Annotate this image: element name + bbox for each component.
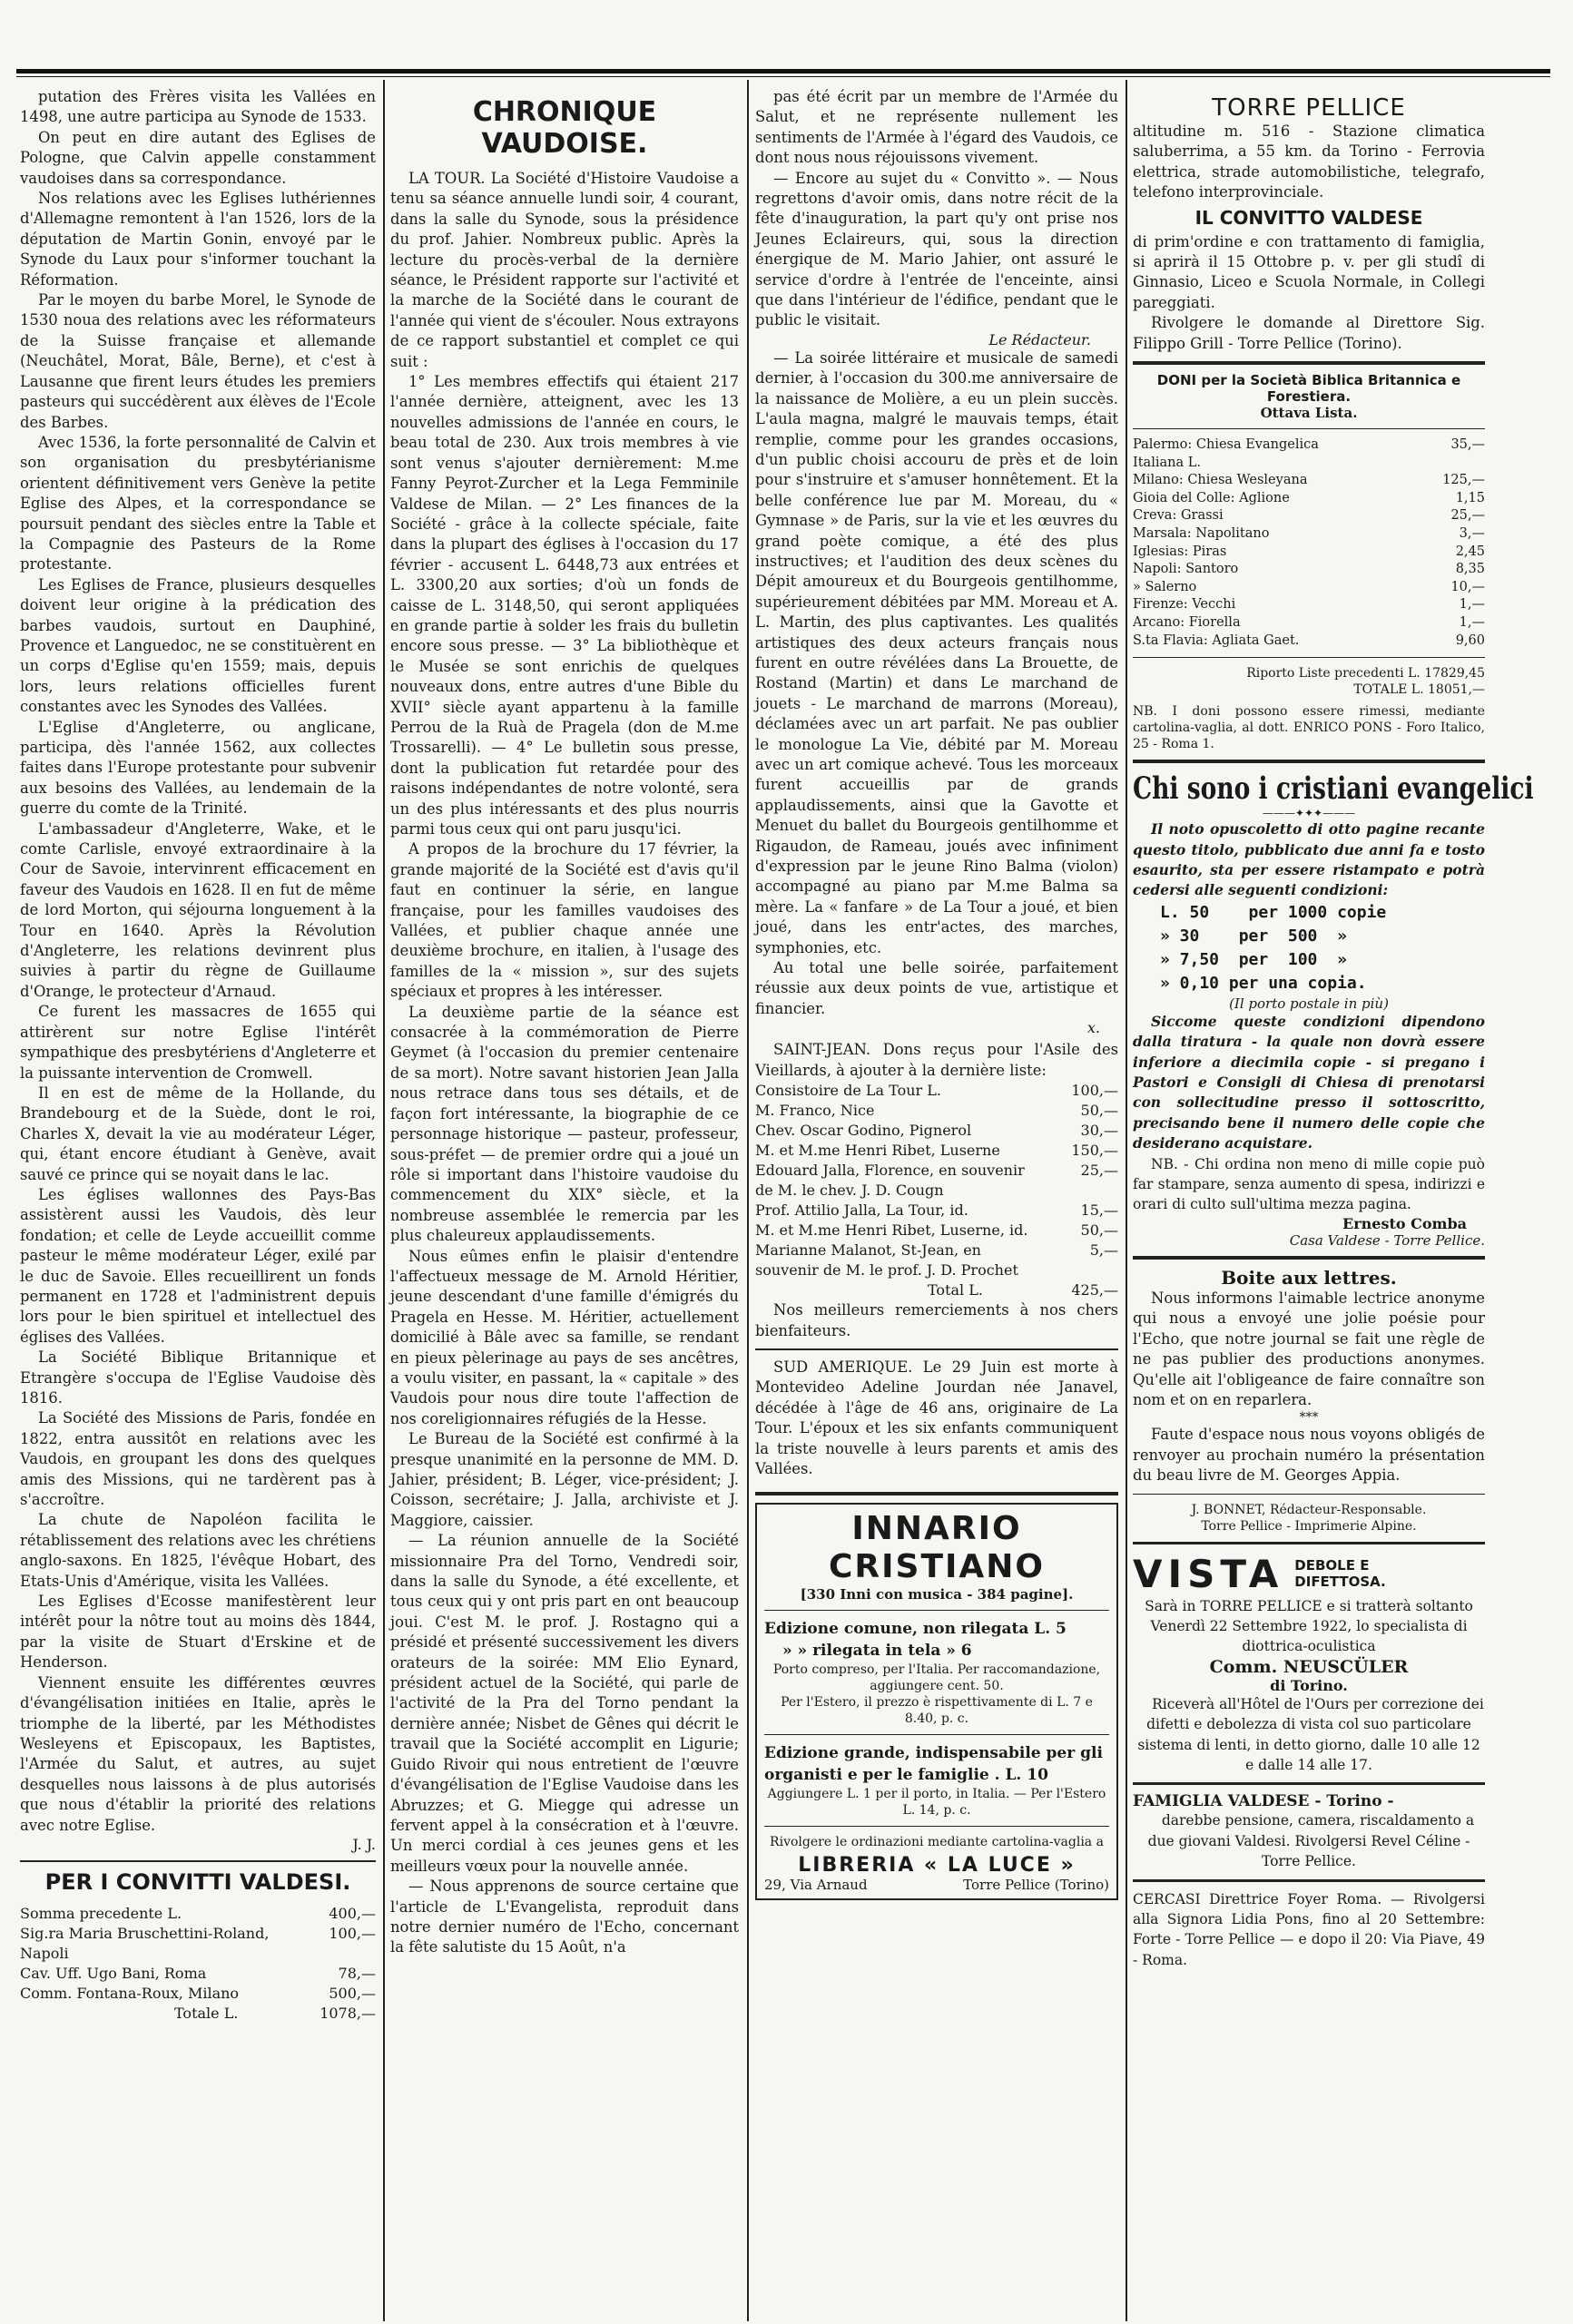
innario-edition-bound: » » rilegata in tela » 6 <box>782 1642 972 1661</box>
convitto-text: di prim'ordine e con trattamento di famiglia, si aprirà il 15 Ottobre p. v. per gli studî di Ginnasio, Liceo e Scuola Normale, in Collegi pareggiati. <box>1133 232 1485 311</box>
list-item: Marsala: Napolitano 3,— <box>1133 526 1485 542</box>
doni-subtitle: Ottava Lista. <box>1260 405 1358 422</box>
chi-nb: NB. - Chi ordina non meno di mille copie può far stampare, senza aumento di spesa, indirizzi e orari di culto sull'ultima mezza pagina. <box>1133 1155 1485 1213</box>
vista-title: VISTA <box>1133 1551 1284 1596</box>
paragraph: L'Eglise d'Angleterre, ou anglicane, participa, dès l'année 1562, aux collectes faites dans l'Europe protestante pour subvenir aux besoins des Vallées, au lendemain de la guerre du comte de la Trinité. <box>20 718 376 818</box>
sudamerique-notice: SUD AMERIQUE. Le 29 Juin est morte à Montevideo Adeline Jourdan née Janavel, décédée à l'âge de 46 ans, originaire de La Tour. L'époux et les six enfants communiquent la triste nouvelle à leurs parents et amis des Vallées. <box>755 1358 1118 1477</box>
paragraph: — La soirée littéraire et musicale de samedi dernier, à l'occasion du 300.me anniversaire de la naissance de Molière, a eu un plein succès. L'aula magna, malgré le mauvais temps, était remplie, comme pour les grandes occasions, d'un public choisi accouru de près et de loin pour s'instruire et s'amuser honnêtement. Et la belle conférence lue par M. Moreau, du « Gymnase » de Paris, sur la vie et les œuvres du grand poète comique, a été des plus instructives; et l'audition des deux scènes du Dépit amoureux et du Bourgeois gentilhomme, supérieurement débitées par MM. Moreau et A. L. Martin, des plus captivantes. Les qualités artistiques des deux acteurs français nous furent en outre révélées dans La Brouette, de Rostand (Martin) et dans Le marchand de jouets - Le marchand de marrons (Moreau), déclamées avec un art parfait. Ne pas oublier le monologue La Vie, débité par M. Moreau avec un art comique achevé. Tous les morceaux furent accueillis par de grands applaudissements, ainsi que la Gavotte et Menuet du ballet du Bourgeois gentilhomme et Rigaudon, de Rameau, joués avec infiniment d'expression par le jeune Rino Balma (violon) accompagné au piano par M.me Balma sa mère. La « fanfare » de La Tour a joué, et bien joué, dans les entr'actes, des marches, symphonies, etc. <box>755 348 1118 956</box>
divider <box>1133 1256 1485 1260</box>
list-item: Arcano: Fiorella 1,— <box>1133 615 1485 630</box>
boite-text: Nous informons l'aimable lectrice anonyme qui nous a envoyé une jolie poésie pour l'Echo, que notre journal se fait une règle de ne pas publier des productions anonymes. Qu'elle ait l'obligeance de faire connaître son nom et on en reparlera. <box>1133 1289 1485 1408</box>
x-sign: x. <box>1086 1019 1100 1037</box>
divider <box>1133 1879 1485 1882</box>
innario-porto: Porto compreso, per l'Italia. Per raccomandazione, aggiungere cent. 50. <box>772 1662 1101 1694</box>
paragraph: Le Bureau de la Société est confirmé à la presque unanimité en la personne de MM. D. Jahier, président; B. Léger, vice-président; J. Coisson, secrétaire; J. Jalla, archiviste et J. Maggiore, caissier. <box>390 1430 739 1529</box>
list-item: Napoli: Santoro 8,35 <box>1133 562 1485 577</box>
column-divider <box>1126 80 1127 2321</box>
price-line: » 0,10 per una copia. <box>1160 973 1367 993</box>
paragraph: Les églises wallonnes des Pays-Bas assistèrent aussi les Vaudois, dès leur fondation; et celle de Leyde accueillit comme pasteur le même modérateur Léger, exilé par le duc de Savoie. Elles recueillirent un fonds permanent en 1728 et l'administrent depuis lors pour le bien spirituel et intellectuel des églises des Vallées. <box>20 1185 376 1346</box>
boite-text2: Faute d'espace nous nous voyons obligés de renvoyer au prochain numéro la présentation du beau livre de M. Georges Appia. <box>1133 1426 1485 1485</box>
convitto-rivolgere: Rivolgere le domande al Direttore Sig. Filippo Grill - Torre Pellice (Torino). <box>1133 314 1485 352</box>
chi-porto: (Il porto postale in più) <box>1229 995 1389 1012</box>
divider <box>764 1734 1109 1735</box>
paragraph: 1° Les membres effectifs qui étaient 217 l'année dernière, atteignent, avec les 13 nouvelles admissions de l'année en cours, le beau total de 230. Aux trois membres à vie sont venus s'ajouter dernièrement: M.me Fanny Peyrot-Zurcher et la Lega Femminile Valdese de Milan. — 2° Les finances de la Société - grâce à la collecte spéciale, faite dans la plupart des églises à l'occasion du 17 février - accusent L. 6448,73 aux entrées et L. 3300,20 aux sorties; d'où un fonds de caisse de L. 3148,50, qui seront appliquées en grande partie à solder les frais du bulletin encore sous presse. — 3° La bibliothèque et le Musée se sont enrichis de quelques nouveaux dons, entre autres d'une Bible du XVII° siècle ayant appartenu à la famille Perrou de la Ruà de Pragela (don de M.me Trossarelli). — 4° Le bulletin sous presse, dont la publication fut retardée pour des raisons indépendantes de notre volonté, sera un des plus intéressants et des plus nourris parmi tous ceux qui ont paru jusqu'ici. <box>390 373 739 838</box>
paragraph: La deuxième partie de la séance est consacrée à la commémoration de Pierre Geymet (à l'occasion du premier centenaire de sa mort). Notre savant historien Jean Jalla nous retrace dans tous ses détails, et de façon fort intéressante, la biographie de ce personnage historique — pasteur, professeur, sous-préfet — de premier ordre qui a joué un rôle si important dans l'histoire vaudoise du commencement du XIX° siècle, et la nombreuse assemblée le remercia par les plus chaleureux applaudissements. <box>390 1003 739 1245</box>
list-item: Somma precedente L. 400,— <box>20 1904 376 1922</box>
chi-signature: Ernesto Comba <box>1342 1214 1467 1232</box>
list-item: Edouard Jalla, Florence, en souvenir de M. le chev. J. D. Cougn 25,— <box>755 1162 1118 1200</box>
paragraph: Il en est de même de la Hollande, du Brandebourg et de la Suède, dont le roi, Charles X, devait la vie au modérateur Léger, qui, étant encore étudiant à Genève, avait sauvé ce prince qui se noyait dans le lac. <box>20 1084 376 1183</box>
doni-title: DONI per la Società Biblica Britannica e Forestiera. <box>1156 372 1461 406</box>
list-item: Prof. Attilio Jalla, La Tour, id. 15,— <box>755 1201 1118 1220</box>
divider <box>755 1492 1118 1495</box>
list-item: Creva: Grassi 25,— <box>1133 508 1485 524</box>
list-item: S.ta Flavia: Agliata Gaet. 9,60 <box>1133 632 1485 648</box>
list-item: Chev. Oscar Godino, Pignerol 30,— <box>755 1122 1118 1140</box>
soiree-article <box>755 348 1118 1019</box>
article-signature: J. J. <box>352 1835 376 1853</box>
vista-subtitle: DEBOLE E DIFETTOSA. <box>1294 1557 1386 1591</box>
list-item: Consistoire de La Tour L. 100,— <box>755 1082 1118 1100</box>
list-item: » Salerno 10,— <box>1133 579 1485 594</box>
stjean-thanks: Nos meilleurs remerciements à nos chers bienfaiteurs. <box>755 1301 1118 1339</box>
chi-address: Casa Valdese - Torre Pellice. <box>1289 1231 1485 1249</box>
convitti-title: PER I CONVITTI VALDESI. <box>44 1868 351 1895</box>
vista-text2: Riceverà all'Hôtel de l'Ours per correzione dei difetti e debolezza di vista col suo particolare sistema di lenti, in detto giorno, dalle 10 alle 12 e dalle 14 alle 17. <box>1137 1695 1484 1773</box>
chronique-article <box>390 169 739 1958</box>
chi-title: Chi sono i cristiani evangelici <box>1133 770 1534 808</box>
divider <box>1133 361 1485 365</box>
paragraph: Avec 1536, la forte personnalité de Calvin et son organisation du presbytérianisme orientent définitivement vers Genève la petite Eglise des Alpes, et la correspondance se poursuit pendant des siècles entre la Table et la Compagnie des Pasteurs de la Rome protestante. <box>20 433 376 574</box>
innario-large-note: Aggiungere L. 1 per il porto, in Italia. — Per l'Estero L. 14, p. c. <box>767 1787 1106 1819</box>
convitto-title: IL CONVITTO VALDESE <box>1194 206 1423 229</box>
column-history <box>20 87 376 2310</box>
divider <box>1133 760 1485 763</box>
divider <box>764 1826 1109 1827</box>
list-item: Iglesias: Piras 2,45 <box>1133 544 1485 559</box>
convitti-list <box>20 1904 376 2004</box>
divider <box>755 1348 1118 1350</box>
vista-comm: Comm. NEUSCÜLER <box>1209 1656 1409 1677</box>
imprimerie: Torre Pellice - Imprimerie Alpine. <box>1201 1518 1417 1534</box>
column-chronique <box>390 87 739 2310</box>
list-item: M. Franco, Nice 50,— <box>755 1102 1118 1120</box>
column-divider <box>747 80 749 2321</box>
famiglia-title: FAMIGLIA VALDESE - Torino - <box>1133 1792 1394 1811</box>
innario-ad <box>755 1503 1118 1900</box>
paragraph: On peut en dire autant des Eglises de Pologne, que Calvin appelle constamment vaudoises dans sa correspondance. <box>20 128 376 187</box>
chi-text2: Siccome queste condizioni dipendono dalla tiratura - la quale non dovrà essere inferiore a diecimila copie - si pregano i Pastori e Consigli di Chiesa di prenotarsi con sollecitudine presso il sottoscritto, precisando bene il numero delle copie che desiderano acquistare. <box>1133 1012 1485 1152</box>
chronique-title: CHRONIQUE VAUDOISE. <box>472 96 657 160</box>
innario-edition-common: Edizione comune, non rilegata L. 5 <box>764 1620 1067 1639</box>
list-item: Comm. Fontana-Roux, Milano 500,— <box>20 1984 376 2002</box>
paragraph: Nous eûmes enfin le plaisir d'entendre l'affectueux message de M. Arnold Héritier, jeune descendant d'une famille d'émigrés du Pragela en Hesse. M. Héritier, actuellement domicilié à Bâle avec sa famille, se rendant en pieux pèlerinage au pays de ses ancêtres, a voulu visiter, en passant, la « capitale » des Vaudois pour nous dire toute l'affection de nos coreligionnaires réfugiés de la Hesse. <box>390 1247 739 1427</box>
list-item: Milano: Chiesa Wesleyana 125,— <box>1133 473 1485 488</box>
doni-nb: NB. I doni possono essere rimessi, mediante cartolina-vaglia, al dott. ENRICO PONS - Foro Italico, 25 - Roma 1. <box>1133 704 1485 752</box>
paragraph: — La réunion annuelle de la Société missionnaire Pra del Torno, Vendredi soir, dans la salle du Synode, a été excellente, et tous ceux qui y ont pris part en ont beaucoup joui. C'est M. le prof. J. Rostagno qui a présidé et présenté successivement les divers orateurs de la soirée: MM Elio Eynard, président actuel de la Société, qui parle de l'activité de la Pra del Torno pendant la dernière année; Nisbet de Gênes qui décrit le travail que la Société accomplit en Ligurie; Guido Rivoir qui nous entretient de l'œuvre d'évangélisation de l'Eglise Vaudoise dans les Abruzzes; et G. Miegge qui adresse un fervent appel à la consécration et à l'œuvre. Un merci cordial à ces jeunes gens et les meilleurs vœux pour la nouvelle année. <box>390 1532 739 1875</box>
innario-title: INNARIO CRISTIANO <box>828 1510 1045 1586</box>
stjean-intro: SAINT-JEAN. Dons reçus pour l'Asile des Vieillards, à ajouter à la dernière liste: <box>755 1041 1118 1079</box>
doni-riporto: Riporto Liste precedenti L. 17829,45 <box>1246 666 1485 682</box>
divider <box>20 1860 376 1862</box>
list-item: Palermo: Chiesa Evangelica Italiana L. 35,— <box>1133 437 1485 470</box>
paragraph: putation des Frères visita les Vallées en 1498, une autre participa au Synode de 1533. <box>20 88 376 126</box>
news-article <box>755 87 1118 331</box>
redacteur-responsable: J. BONNET, Rédacteur-Responsable. <box>1191 1502 1427 1517</box>
paragraph: Viennent ensuite les différentes œuvres d'évangélisation initiées en Italie, après le triomphe de la liberté, par les Méthodistes Wesleyens et Episcopaux, les Baptistes, l'Armée du Salut, et autres, au sujet desquelles nous laissons à de plus autorisés que nous d'établir la priorité des relations avec notre Eglise. <box>20 1673 376 1834</box>
list-item: Cav. Uff. Ugo Bani, Roma 78,— <box>20 1964 376 1982</box>
innario-rivolgere: Rivolgere le ordinazioni mediante cartolina-vaglia a <box>770 1835 1104 1850</box>
innario-estero: Per l'Estero, il prezzo è rispettivamente di L. 7 e 8.40, p. c. <box>781 1695 1093 1727</box>
list-item: Marianne Malanot, St-Jean, en souvenir de M. le prof. J. D. Prochet 5,— <box>755 1241 1118 1280</box>
vista-city: di Torino. <box>1270 1676 1348 1694</box>
boite-title: Boite aux lettres. <box>1221 1266 1397 1289</box>
price-line: » 30 per 500 » <box>1160 926 1347 946</box>
list-item: M. et M.me Henri Ribet, Luserne 150,— <box>755 1142 1118 1160</box>
paragraph: Les Eglises d'Ecosse manifestèrent leur intérêt pour la nôtre tout au moins dès 1844, par la visite de Stuart d'Erskine et de Henderson. <box>20 1593 376 1672</box>
paragraph: — Nous apprenons de source certaine que l'article de L'Evangelista, reproduit dans notre dernier numéro de l'Echo, concernant la fête salutiste du 15 Août, n'a <box>390 1878 739 1956</box>
torre-text: altitudine m. 516 - Stazione climatica saluberrima, a 55 km. da Torino - Ferrovia elettrica, strade automobilistiche, telegrafo, telefono interprovinciale. <box>1133 123 1485 201</box>
paragraph: Au total une belle soirée, parfaitement réussie aux deux points de vue, artistique et financier. <box>755 959 1118 1017</box>
top-rule-thin <box>16 76 1550 77</box>
price-line: L. 50 per 1000 copie <box>1160 902 1387 922</box>
doni-list <box>1133 436 1485 650</box>
list-item: M. et M.me Henri Ribet, Luserne, id. 50,— <box>755 1221 1118 1240</box>
vista-header <box>1133 1552 1485 1596</box>
list-item: Firenze: Vecchi 1,— <box>1133 597 1485 613</box>
paragraph: La Société Biblique Britannique et Etrangère s'occupa de l'Eglise Vaudoise dès 1816. <box>20 1348 376 1407</box>
ornament: ———✦✦✦——— <box>1262 807 1356 820</box>
paragraph: Par le moyen du barbe Morel, le Synode de 1530 noua des relations avec les réformateurs de la Suisse française et allemande (Neuchâtel, Morat, Bâle, Berne), et c'est à Lausanne que firent leurs études les premiers pasteurs qui succédèrent aux élèves de l'Ecole des Barbes. <box>20 291 376 431</box>
stjean-total: Total L. 425,— <box>928 1281 1118 1299</box>
stjean-list <box>755 1081 1118 1280</box>
vista-text: Sarà in TORRE PELLICE e si tratterà soltanto Venerdì 22 Settembre 1922, lo specialista di diottrica-oculistica <box>1145 1597 1473 1655</box>
divider <box>764 1610 1109 1611</box>
chi-prices <box>1133 901 1485 995</box>
libreria-name: LIBRERIA « LA LUCE » <box>798 1854 1076 1878</box>
torre-title: TORRE PELLICE <box>1212 94 1406 122</box>
divider <box>1133 428 1485 429</box>
divider <box>1133 1782 1485 1785</box>
divider <box>1133 1494 1485 1495</box>
paragraph: — Encore au sujet du « Convitto ». — Nous regrettons d'avoir omis, dans notre récit de la fête d'inauguration, la part qu'y ont prise nos Jeunes Eclaireurs, qui, sous la direction énergique de M. Mario Jahier, ont assuré le service d'ordre à l'entrée de l'enceinte, ainsi que dans l'intérieur de l'édifice, pendant que le public le visitait. <box>755 169 1118 329</box>
divider <box>1133 657 1485 658</box>
libreria-address: 29, Via Arnaud Torre Pellice (Torino) <box>764 1877 1109 1894</box>
innario-subtitle: [330 Inni con musica - 384 pagine]. <box>800 1586 1074 1603</box>
cercasi-notice: CERCASI Direttrice Foyer Roma. — Rivolgersi alla Signora Lidia Pons, fino al 20 Settembre: Forte - Torre Pellice — e dopo il 20: Via Piave, 49 - Roma. <box>1133 1890 1485 1968</box>
history-article <box>20 87 376 1836</box>
paragraph: Ce furent les massacres de 1655 qui attirèrent sur notre Eglise l'intérêt sympathique des presbytériens d'Angleterre et la puissante intervention de Cromwell. <box>20 1003 376 1082</box>
paragraph: La Société des Missions de Paris, fondée en 1822, entra aussitôt en relations avec les Vaudois, en groupant les dons des quelques amis des Missions, qui ne tardèrent pas à s'accroître. <box>20 1409 376 1509</box>
paragraph: A propos de la brochure du 17 février, la grande majorité de la Société est d'avis qu'il faut en continuer la série, en langue française, pour les familles vaudoises des Vallées, et publier chaque année une deuxième brochure, en italien, à l'usage des familles de la « mission », sur des sujets spéciaux et propres à les intéresser. <box>390 840 739 1001</box>
chi-text: Il noto opuscoletto di otto pagine recante questo titolo, pubblicato due anni fa e tosto esaurito, sta per essere ristampato e potrà cedersi alle seguenti condizioni: <box>1133 820 1485 899</box>
paragraph: La chute de Napoléon facilita le rétablissement des relations avec les chrétiens anglo-saxons. En 1825, l'évêque Hobart, des Etats-Unis d'Amérique, visita les Vallées. <box>20 1511 376 1590</box>
redacteur-sign: Le Rédacteur. <box>988 330 1091 348</box>
stars-separator: *** <box>1299 1410 1319 1426</box>
innario-edition-large: Edizione grande, indispensabile per gli organisti e per le famiglie . L. 10 <box>764 1744 1103 1785</box>
list-item: Sig.ra Maria Bruschettini-Roland, Napoli 100,— <box>20 1924 376 1962</box>
paragraph: LA TOUR. La Société d'Histoire Vaudoise a tenu sa séance annuelle lundi soir, 4 courant, dans la salle du Synode, sous la présidence du prof. Jahier. Nombreux public. Après la lecture du procès-verbal de la dernière séance, le Président rapporte sur l'activité et la marche de la Société dans le courant de l'année qui vient de s'écouler. Nous extrayons de ce rapport substantiel et complet ce qui suit : <box>390 170 739 370</box>
price-line: » 7,50 per 100 » <box>1160 949 1347 969</box>
divider <box>1133 1542 1485 1544</box>
paragraph: Les Eglises de France, plusieurs desquelles doivent leur origine à la prédication des barbes vaudois, surtout en Dauphiné, Provence et Languedoc, ne se constituèrent en un corps d'Eglise qu'en 1559; mais, depuis lors, leurs relations officielles furent constantes avec les Synodes des Vallées. <box>20 575 376 716</box>
paragraph: L'ambassadeur d'Angleterre, Wake, et le comte Carlisle, envoyé extraordinaire à la Cour de Savoie, intervinrent efficacement en faveur des Vaudois en 1628. Il en fut de même de lord Morton, qui séjourna longuement à la Tour en 1640. Après la Révolution d'Angleterre, les relations devinrent plus suivies à partir du règne de Guillaume d'Orange, le protecteur d'Arnaud. <box>20 819 376 1000</box>
doni-totale: TOTALE L. 18051,— <box>1353 682 1485 698</box>
paragraph: pas été écrit par un membre de l'Armée du Salut, et ne représente nullement les sentiments de l'Armée à l'égard des Vaudois, ce dont nous nous réjouissons vivement. <box>755 88 1118 167</box>
convitti-total: Totale L. 1078,— <box>174 2004 376 2022</box>
column-ads <box>1133 87 1534 2310</box>
famiglia-text: darebbe pensione, camera, riscaldamento a due giovani Valdesi. Rivolgersi Revel Céline - Torre Pellice. <box>1147 1812 1475 1870</box>
paragraph: Nos relations avec les Eglises luthériennes d'Allemagne remontent à l'an 1526, lors de la députation de Martin Gonin, envoyé par le Synode du Laux pour s'informer touchant la Réformation. <box>20 190 376 289</box>
list-item: Gioia del Colle: Aglione 1,15 <box>1133 490 1485 505</box>
column-divider <box>383 80 385 2321</box>
top-rule <box>16 69 1550 74</box>
column-news <box>755 87 1118 2310</box>
